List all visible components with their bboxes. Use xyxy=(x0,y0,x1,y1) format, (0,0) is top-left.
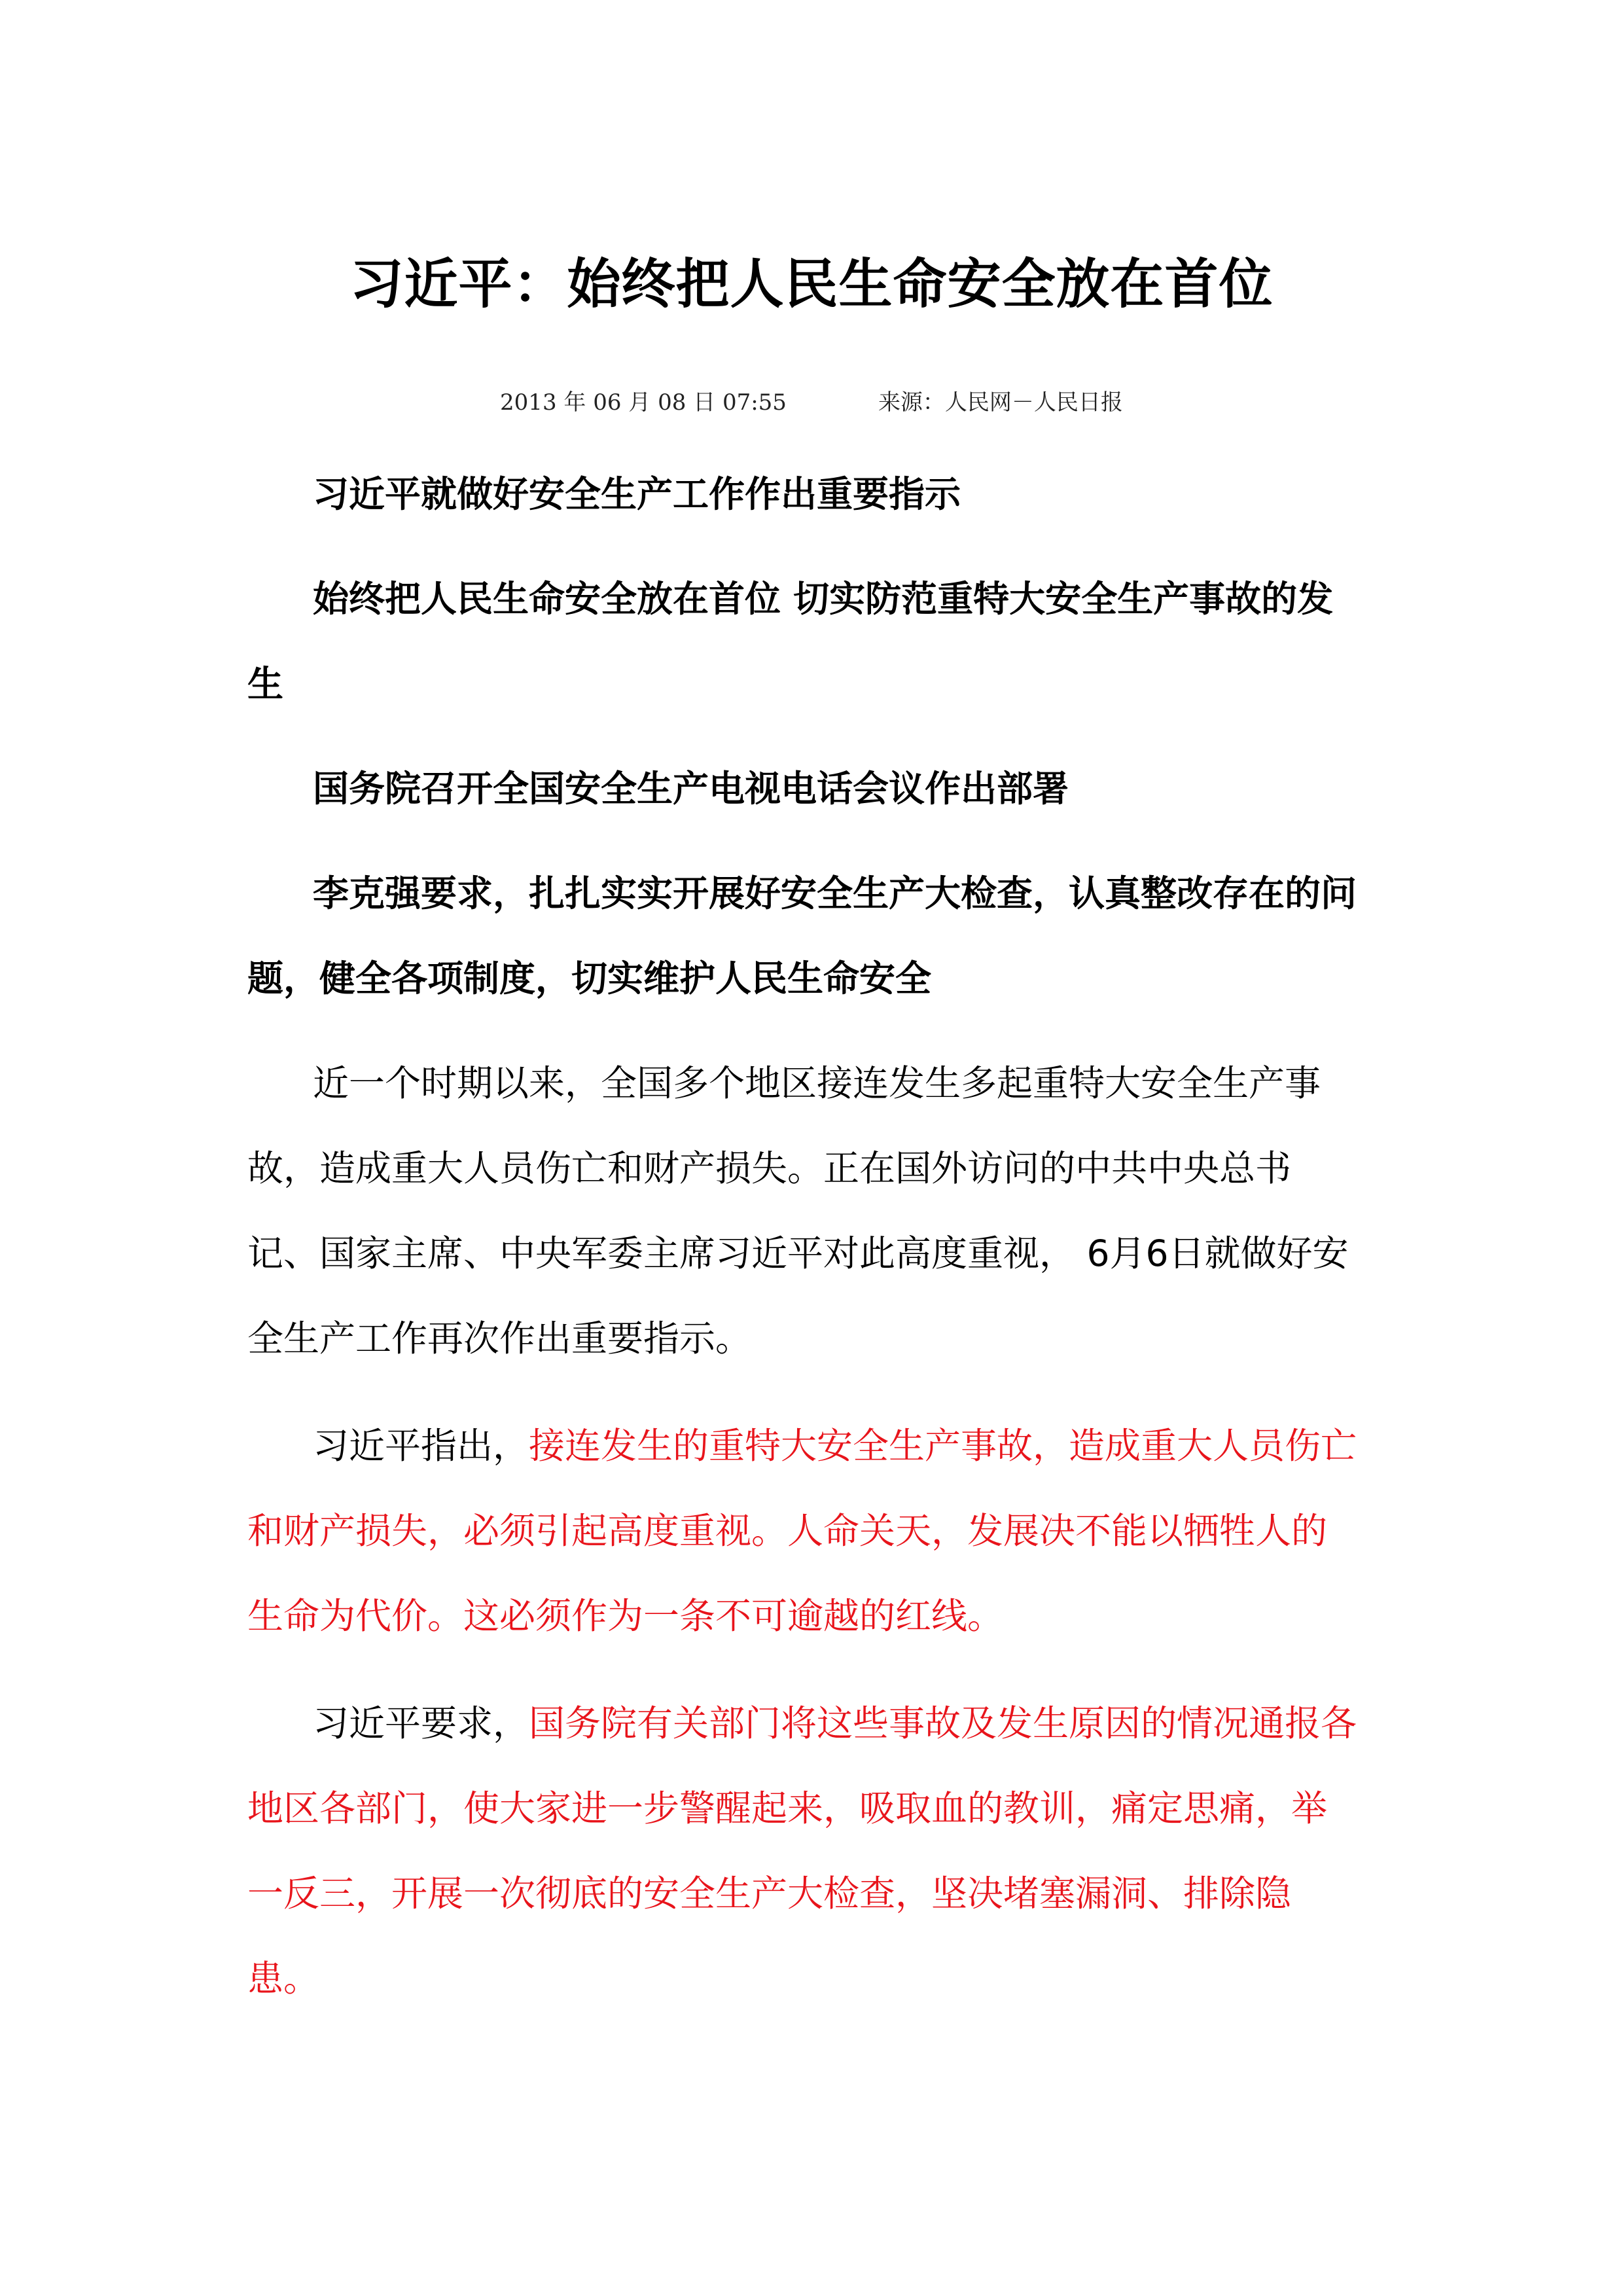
headline-1: 习近平就做好安全生产工作作出重要指示 xyxy=(313,473,961,515)
headline-4: 李克强要求，扎扎实实开展好安全生产大检查，认真整改存在的问题，健全各项制度，切实维护人民生命安全 xyxy=(247,872,1357,999)
article-body xyxy=(247,452,1360,2043)
headline-3: 国务院召开全国安全生产电视电话会议作出部署 xyxy=(313,768,1069,810)
paragraph-lead: 习近平要求， xyxy=(313,1702,529,1744)
article-meta xyxy=(0,386,1623,419)
publish-date: 2013 年 06 月 08 日 07:55 xyxy=(500,389,787,416)
article-source: 来源：人民网－人民日报 xyxy=(878,389,1123,416)
body-paragraph-1: 近一个时期以来，全国多个地区接连发生多起重特大安全生产事故，造成重大人员伤亡和财产损失。正在国外访问的中共中央总书记、国家主席、中央军委主席习近平对此高度重视， 6月6日就做好安全生产工作再次作出重要指示。 xyxy=(247,1062,1349,1359)
highlighted-quote: 国务院有关部门将这些事故及发生原因的情况通报各地区各部门，使大家进一步警醒起来，吸取血的教训，痛定思痛，举一反三，开展一次彻底的安全生产大检查，坚决堵塞漏洞、排除隐患。 xyxy=(247,1702,1357,2000)
headline-2: 始终把人民生命安全放在首位 切实防范重特大安全生产事故的发生 xyxy=(247,578,1334,705)
body-paragraph-2 xyxy=(247,1403,1360,1659)
body-paragraph-3 xyxy=(247,1681,1360,2021)
paragraph-lead: 习近平指出， xyxy=(313,1425,529,1467)
article-title: 习近平：始终把人民生命安全放在首位 xyxy=(349,253,1274,315)
highlighted-quote: 接连发生的重特大安全生产事故，造成重大人员伤亡和财产损失，必须引起高度重视。人命关天，发展决不能以牺牲人的生命为代价。这必须作为一条不可逾越的红线。 xyxy=(247,1425,1357,1637)
